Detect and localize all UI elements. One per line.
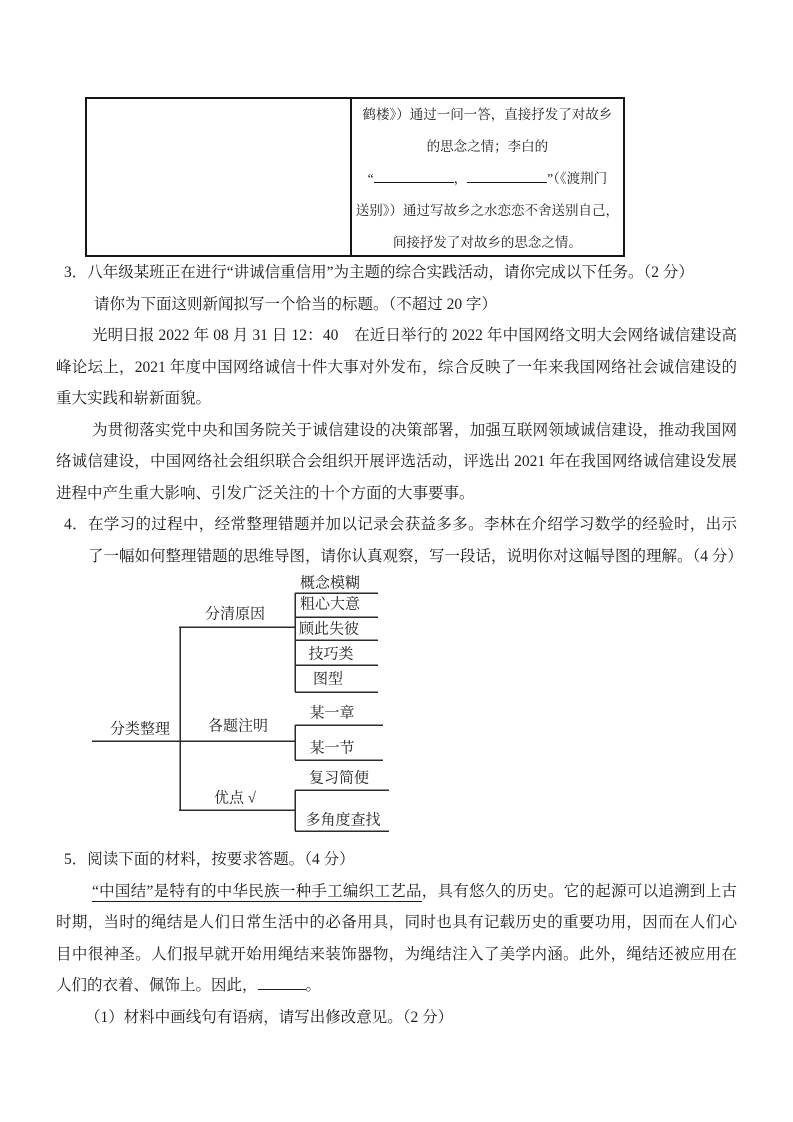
underlined-sentence: “中国结”是特有的中华民族一种手工编织工艺品 — [92, 882, 422, 900]
question-3-task: 请你为下面这则新闻拟写一个恰当的标题。（不超过 20 字） — [94, 295, 498, 313]
question-text: 八年级某班正在进行“讲诚信重信用”为主题的综合实践活动，请你完成以下任务。（2 分） — [87, 264, 694, 281]
mindmap-leaf: 复习简便 — [308, 770, 370, 787]
mindmap-leaf: 概念模糊 — [299, 575, 361, 592]
close-quote-source: ”（《渡荆门 — [547, 171, 608, 186]
table-cell-left — [87, 99, 352, 255]
question-text: 阅读下面的材料，按要求答题。（4 分） — [87, 851, 355, 868]
comma: ， — [453, 171, 468, 186]
fill-in-blank — [374, 168, 454, 183]
material-end: 。 — [305, 977, 322, 994]
question-number: 5． — [64, 851, 88, 868]
mindmap-diagram — [56, 572, 737, 844]
material-text: ，具有悠久的历史。它的起源可以追溯到上古时期，当时的绳结是人们日常生活中的必备用具，同时也具有记载历史的重要功用，因而在人们心目中很神圣。人们报早就开始用绳结来装饰器物，为绳结注入了美学内涵。此外，绳结还被应用在人们的衣着、佩饰上。因此， — [56, 882, 737, 994]
table-line: 送别》）通过写故乡之水恋恋不舍送别自己， — [355, 203, 619, 218]
mindmap-branch-label: 优点 √ — [214, 790, 256, 807]
table-line: 的思念之情；李白的 — [426, 139, 549, 154]
mindmap-branch-label: 各题注明 — [207, 718, 269, 735]
mindmap-leaf: 顾此失彼 — [298, 621, 360, 638]
mindmap-leaf: 某一节 — [309, 740, 355, 757]
answer-table — [85, 97, 625, 257]
mindmap-lines — [56, 572, 737, 844]
news-paragraph-1: 光明日报 2022 年 08 月 31 日 12：40 在近日举行的 2022 年中国网络文明大会网络诚信建设高峰论坛上，2021 年度中国网络诚信十件大事对外发布，综合反映了一年来我国网络社会诚信建设的重大实践和崭新面貌。 — [56, 327, 737, 407]
mindmap-leaf: 多角度查找 — [305, 812, 381, 829]
open-quote: “ — [367, 171, 374, 186]
table-cell-right — [352, 99, 623, 255]
news-paragraph-2: 为贯彻落实党中央和国务院关于诚信建设的决策部署，加强互联网领域诚信建设，推动我国网络诚信建设，中国网络社会组织联合会组织开展评选活动，评选出 2021 年在我国网络诚信建设发展进程中产生重大影响、引发广泛关注的十个方面的大事要事。 — [56, 421, 737, 502]
table-line-with-blanks — [356, 163, 619, 195]
mindmap-leaf: 图型 — [312, 671, 344, 688]
question-5-stem — [64, 844, 737, 876]
mindmap-leaf: 某一章 — [309, 705, 355, 722]
table-line: 鹤楼》）通过一问一答，直接抒发了对故乡 — [362, 107, 613, 122]
question-3-stem — [64, 257, 737, 289]
fill-in-blank — [467, 168, 547, 183]
mindmap-leaf: 技巧类 — [308, 646, 354, 663]
mindmap-leaf: 粗心大意 — [299, 596, 361, 613]
table-line: 间接抒发了对故乡的思念之情。 — [392, 235, 582, 250]
fill-in-blank — [258, 977, 306, 990]
question-5-sub1: （1）材料中画线句有语病，请写出修改意见。（2 分） — [85, 1008, 454, 1026]
question-text: 在学习的过程中，经常整理错题并加以记录会获益多多。李林在介绍学习数学的经验时，出示了一幅如何整理错题的思维导图，请你认真观察，写一段话，说明你对这幅导图的理解。（4 分） — [87, 516, 743, 565]
question-4-stem — [64, 509, 743, 572]
question-number: 3． — [64, 264, 88, 281]
mindmap-branch-label: 分清原因 — [204, 606, 266, 623]
question-5-material — [56, 876, 737, 1002]
question-number: 4． — [64, 516, 88, 533]
mindmap-root: 分类整理 — [109, 721, 171, 738]
